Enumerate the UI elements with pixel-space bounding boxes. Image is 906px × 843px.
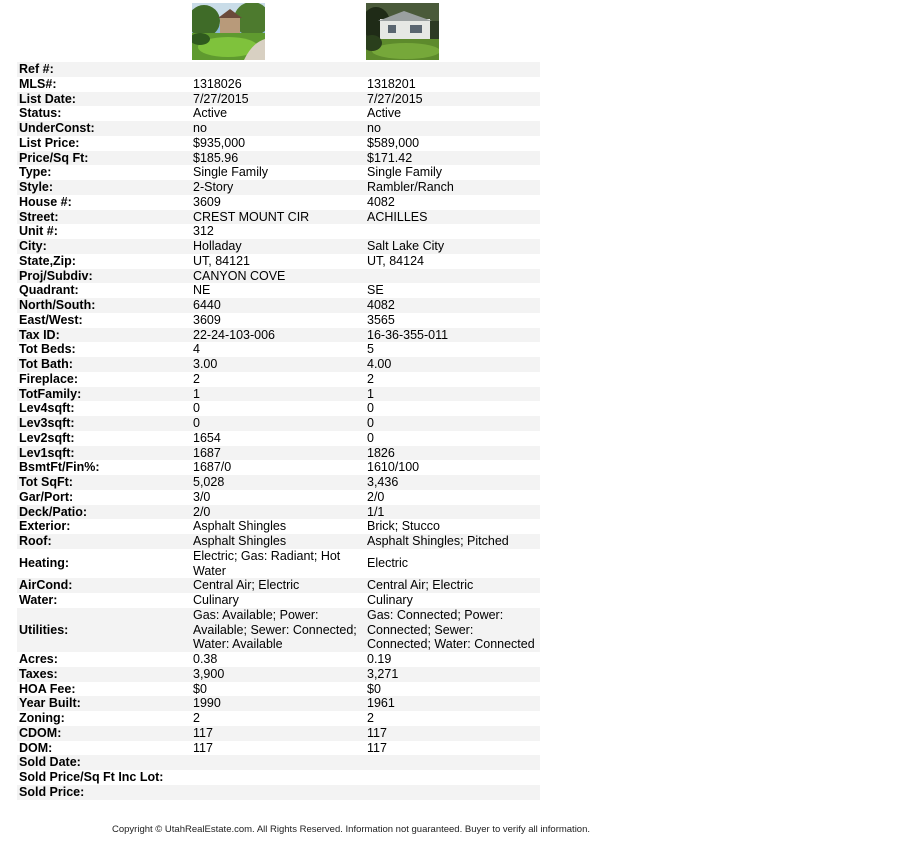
table-row — [17, 269, 540, 284]
listing-2-value: Active — [365, 106, 540, 121]
listing-1-value: 1654 — [191, 431, 365, 446]
row-label: Fireplace: — [17, 372, 191, 387]
listing-2-value: 2 — [365, 372, 540, 387]
listing-2-value: 3,271 — [365, 667, 540, 682]
table-row — [17, 165, 540, 180]
row-label: Tot Bath: — [17, 357, 191, 372]
listing-1-value: 1318026 — [191, 77, 365, 92]
listing-2-value: 1 — [365, 387, 540, 402]
listing-2-value: no — [365, 121, 540, 136]
listing-1-value — [191, 785, 365, 800]
listing-2-value: 0 — [365, 416, 540, 431]
row-label: Tot SqFt: — [17, 475, 191, 490]
listing-2-value: 117 — [365, 741, 540, 756]
table-row — [17, 578, 540, 593]
table-row — [17, 534, 540, 549]
table-row — [17, 92, 540, 107]
listing-photo-2[interactable] — [366, 3, 439, 60]
row-label: Water: — [17, 593, 191, 608]
table-row — [17, 210, 540, 225]
row-label: Roof: — [17, 534, 191, 549]
table-row — [17, 77, 540, 92]
table-row — [17, 151, 540, 166]
table-row — [17, 180, 540, 195]
listing-1-value: 2/0 — [191, 505, 365, 520]
listing-1-value: 1990 — [191, 696, 365, 711]
table-row — [17, 224, 540, 239]
listing-1-value: $185.96 — [191, 151, 365, 166]
table-row — [17, 342, 540, 357]
table-row — [17, 401, 540, 416]
listing-2-value: 2/0 — [365, 490, 540, 505]
listing-2-value: $0 — [365, 682, 540, 697]
table-row — [17, 608, 540, 652]
listing-2-value: Electric — [365, 549, 540, 579]
listing-2-value: 4.00 — [365, 357, 540, 372]
listing-2-value: 0.19 — [365, 652, 540, 667]
listing-2-value: Brick; Stucco — [365, 519, 540, 534]
table-row — [17, 490, 540, 505]
row-label: Zoning: — [17, 711, 191, 726]
listing-1-value: 3,900 — [191, 667, 365, 682]
row-label: Lev4sqft: — [17, 401, 191, 416]
listing-1-value: Asphalt Shingles — [191, 534, 365, 549]
table-row — [17, 239, 540, 254]
listing-1-value: 1 — [191, 387, 365, 402]
table-row — [17, 431, 540, 446]
table-row — [17, 593, 540, 608]
listing-2-value: Gas: Connected; Power: Connected; Sewer: Connected; Water: Connected — [365, 608, 540, 652]
listing-1-value: 0 — [191, 416, 365, 431]
listing-1-value: 7/27/2015 — [191, 92, 365, 107]
table-row — [17, 62, 540, 77]
listing-1-value: Single Family — [191, 165, 365, 180]
listing-2-value: Salt Lake City — [365, 239, 540, 254]
listing-2-value: Asphalt Shingles; Pitched — [365, 534, 540, 549]
listing-comparison-table — [17, 62, 540, 800]
row-label: Status: — [17, 106, 191, 121]
table-row — [17, 652, 540, 667]
listing-2-value — [365, 224, 540, 239]
row-label: List Date: — [17, 92, 191, 107]
table-row — [17, 195, 540, 210]
listing-1-value: 22-24-103-006 — [191, 328, 365, 343]
listing-2-value: 7/27/2015 — [365, 92, 540, 107]
listing-2-value: 1961 — [365, 696, 540, 711]
table-row — [17, 313, 540, 328]
listing-1-value: Asphalt Shingles — [191, 519, 365, 534]
listing-1-value: 2 — [191, 711, 365, 726]
listing-2-value: SE — [365, 283, 540, 298]
listing-1-value: 0.38 — [191, 652, 365, 667]
table-row — [17, 328, 540, 343]
table-row — [17, 298, 540, 313]
table-row — [17, 711, 540, 726]
listing-2-value: 117 — [365, 726, 540, 741]
listing-1-value — [191, 755, 365, 770]
listing-2-value: $171.42 — [365, 151, 540, 166]
table-row — [17, 254, 540, 269]
table-row — [17, 121, 540, 136]
listing-2-value: 4082 — [365, 195, 540, 210]
listing-1-value: CANYON COVE — [191, 269, 365, 284]
listing-1-value: 4 — [191, 342, 365, 357]
listing-1-value: CREST MOUNT CIR — [191, 210, 365, 225]
listing-1-value: 3/0 — [191, 490, 365, 505]
listing-1-value: UT, 84121 — [191, 254, 365, 269]
listing-2-value: Central Air; Electric — [365, 578, 540, 593]
table-row — [17, 726, 540, 741]
table-row — [17, 770, 540, 785]
listing-2-value: 4082 — [365, 298, 540, 313]
row-label: Year Built: — [17, 696, 191, 711]
row-label: Acres: — [17, 652, 191, 667]
row-label: AirCond: — [17, 578, 191, 593]
table-row — [17, 549, 540, 579]
row-label: Quadrant: — [17, 283, 191, 298]
row-label: North/South: — [17, 298, 191, 313]
table-row — [17, 755, 540, 770]
listing-2-value: 5 — [365, 342, 540, 357]
row-label: House #: — [17, 195, 191, 210]
listing-1-value: 117 — [191, 741, 365, 756]
row-label: Lev3sqft: — [17, 416, 191, 431]
row-label: City: — [17, 239, 191, 254]
listing-photo-1[interactable] — [192, 3, 265, 60]
listing-2-value — [365, 770, 540, 785]
listing-2-value: Culinary — [365, 593, 540, 608]
table-row — [17, 667, 540, 682]
listing-1-value: 0 — [191, 401, 365, 416]
listing-1-value — [191, 770, 365, 785]
row-label: List Price: — [17, 136, 191, 151]
row-label: Deck/Patio: — [17, 505, 191, 520]
listing-1-value: Electric; Gas: Radiant; Hot Water — [191, 549, 365, 579]
listing-2-value: 1/1 — [365, 505, 540, 520]
listing-2-value — [365, 62, 540, 77]
row-label: UnderConst: — [17, 121, 191, 136]
house-photo-garden-icon — [192, 3, 265, 60]
row-label: Street: — [17, 210, 191, 225]
listing-1-value: 3609 — [191, 313, 365, 328]
table-row — [17, 387, 540, 402]
row-label: DOM: — [17, 741, 191, 756]
listing-2-value: 1610/100 — [365, 460, 540, 475]
listing-1-value: 2 — [191, 372, 365, 387]
row-label: Lev2sqft: — [17, 431, 191, 446]
listing-2-value — [365, 755, 540, 770]
listing-1-value: Active — [191, 106, 365, 121]
listing-2-value: 3565 — [365, 313, 540, 328]
listing-1-value: NE — [191, 283, 365, 298]
row-label: Lev1sqft: — [17, 446, 191, 461]
listing-2-value: 0 — [365, 401, 540, 416]
house-photo-rambler-icon — [366, 3, 439, 60]
row-label: Proj/Subdiv: — [17, 269, 191, 284]
listing-2-value: 1826 — [365, 446, 540, 461]
listing-1-value: 312 — [191, 224, 365, 239]
listing-1-value: 117 — [191, 726, 365, 741]
listing-1-value: 2-Story — [191, 180, 365, 195]
row-label: Sold Price/Sq Ft Inc Lot: — [17, 770, 191, 785]
table-row — [17, 505, 540, 520]
table-row — [17, 416, 540, 431]
table-row — [17, 136, 540, 151]
table-row — [17, 475, 540, 490]
listing-2-value: 1318201 — [365, 77, 540, 92]
listing-1-value: $0 — [191, 682, 365, 697]
row-label: Taxes: — [17, 667, 191, 682]
row-label: CDOM: — [17, 726, 191, 741]
table-row — [17, 357, 540, 372]
row-label: BsmtFt/Fin%: — [17, 460, 191, 475]
listing-1-value: $935,000 — [191, 136, 365, 151]
listing-1-value: 3609 — [191, 195, 365, 210]
listing-1-value: 1687 — [191, 446, 365, 461]
listing-2-value — [365, 785, 540, 800]
row-label: Type: — [17, 165, 191, 180]
listing-1-value: Central Air; Electric — [191, 578, 365, 593]
listing-1-value: 3.00 — [191, 357, 365, 372]
row-label: State,Zip: — [17, 254, 191, 269]
table-row — [17, 460, 540, 475]
listing-2-value: UT, 84124 — [365, 254, 540, 269]
table-row — [17, 519, 540, 534]
row-label: Sold Price: — [17, 785, 191, 800]
row-label: Utilities: — [17, 608, 191, 652]
listing-1-value: no — [191, 121, 365, 136]
listing-1-value: Gas: Available; Power: Available; Sewer: Connected; Water: Available — [191, 608, 365, 652]
listing-2-value: 2 — [365, 711, 540, 726]
row-label: Gar/Port: — [17, 490, 191, 505]
listing-2-value: 16-36-355-011 — [365, 328, 540, 343]
row-label: East/West: — [17, 313, 191, 328]
listing-2-value — [365, 269, 540, 284]
table-row — [17, 372, 540, 387]
listing-1-value: 6440 — [191, 298, 365, 313]
row-label: Price/Sq Ft: — [17, 151, 191, 166]
table-row — [17, 696, 540, 711]
listing-1-value — [191, 62, 365, 77]
listing-2-value: 3,436 — [365, 475, 540, 490]
table-row — [17, 106, 540, 121]
row-label: Style: — [17, 180, 191, 195]
row-label: MLS#: — [17, 77, 191, 92]
table-row — [17, 785, 540, 800]
row-label: Tot Beds: — [17, 342, 191, 357]
table-row — [17, 741, 540, 756]
row-label: TotFamily: — [17, 387, 191, 402]
table-row — [17, 446, 540, 461]
listing-2-value: Rambler/Ranch — [365, 180, 540, 195]
row-label: Ref #: — [17, 62, 191, 77]
listing-2-value: $589,000 — [365, 136, 540, 151]
listing-1-value: Culinary — [191, 593, 365, 608]
row-label: Tax ID: — [17, 328, 191, 343]
row-label: Sold Date: — [17, 755, 191, 770]
listing-2-value: 0 — [365, 431, 540, 446]
row-label: Heating: — [17, 549, 191, 579]
listing-1-value: 5,028 — [191, 475, 365, 490]
listing-2-value: Single Family — [365, 165, 540, 180]
table-row — [17, 682, 540, 697]
copyright-footer: Copyright © UtahRealEstate.com. All Rights Reserved. Information not guaranteed. Buyer to verify all information. — [112, 824, 591, 835]
listing-1-value: 1687/0 — [191, 460, 365, 475]
row-label: Unit #: — [17, 224, 191, 239]
row-label: Exterior: — [17, 519, 191, 534]
row-label: HOA Fee: — [17, 682, 191, 697]
listing-2-value: ACHILLES — [365, 210, 540, 225]
listing-1-value: Holladay — [191, 239, 365, 254]
table-row — [17, 283, 540, 298]
